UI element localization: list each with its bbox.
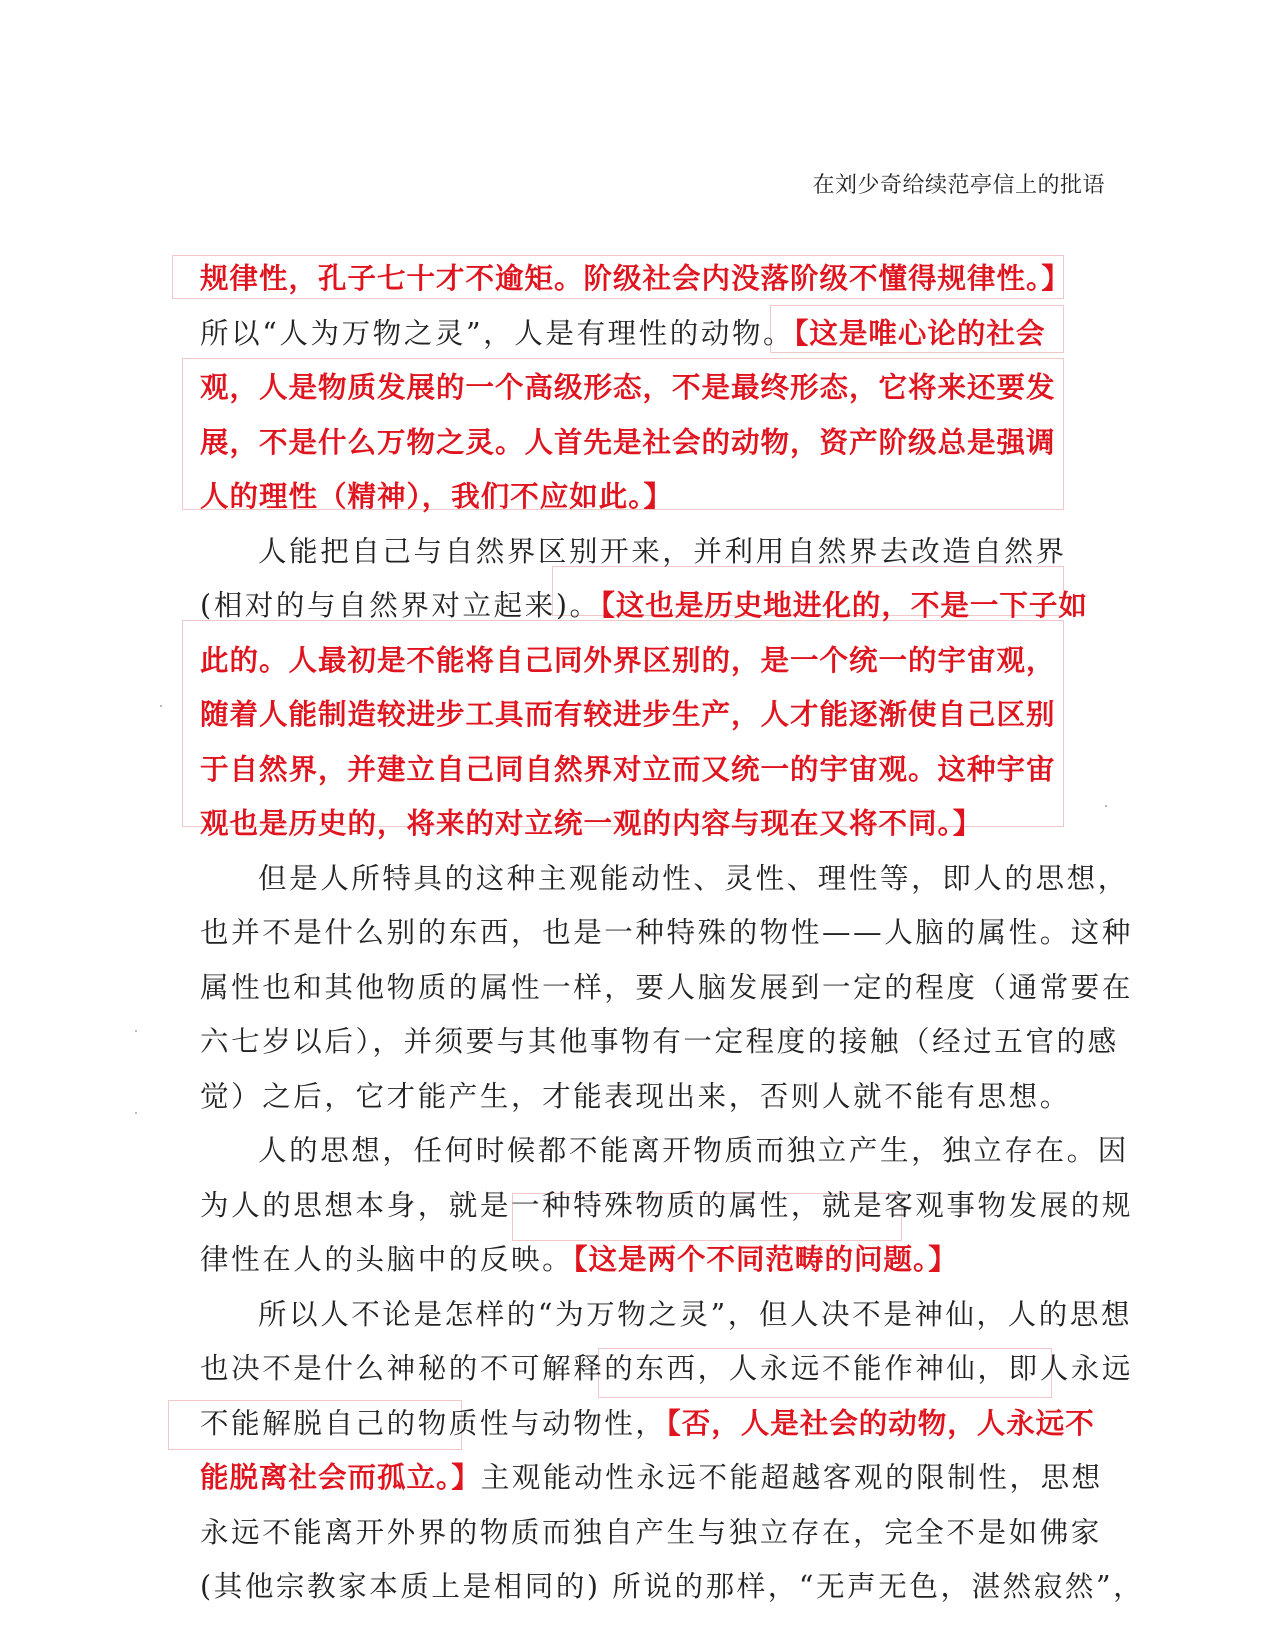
- annotation-text: 【否，人是社会的动物，人永远不: [666, 1406, 1095, 1440]
- annotation-text: 人的理性（精神），我们不应如此。】: [200, 480, 674, 513]
- text-line: [200, 252, 1100, 307]
- body-text: (相对的与自然界对立起来)。: [200, 589, 601, 622]
- body-text: 为人的思想本身，就是一种特殊物质的属性，就是客观事物发展的规: [200, 1188, 1134, 1222]
- text-line: [200, 852, 1129, 907]
- body-text: 但是人所特具的这种主观能动性、灵性、理性等，即人的思想，: [258, 861, 1129, 895]
- annotation-text: 随着人能制造较进步工具而有较进步生产，人才能逐渐使自己区别: [200, 698, 1056, 731]
- annotation-text: 此的。人最初是不能将自己同外界区别的，是一个统一的宇宙观，: [200, 643, 1056, 677]
- body-text: 六七岁以后），并须要与其他事物有一定程度的接触（经过五官的感: [200, 1025, 1119, 1058]
- running-header: 在刘少奇给续范亭信上的批语: [812, 173, 1105, 198]
- annotation-text: 【这是唯心论的社会: [794, 316, 1046, 350]
- body-text: 主观能动性永远不能超越客观的限制性，思想: [480, 1461, 1103, 1494]
- text-line: [200, 961, 1134, 1016]
- annotation-text: 能脱离社会而孤立。】: [200, 1461, 481, 1494]
- text-line: [200, 416, 1100, 471]
- text-line: [200, 525, 1100, 580]
- annotation-text: 【这是两个不同范畴的问题。】: [573, 1243, 958, 1276]
- annotation-text: 规律性，孔子七十才不逾矩。阶级社会内没落阶级不懂得规律性。】: [200, 262, 1071, 295]
- text-line: [200, 1397, 1100, 1452]
- text-line: [200, 579, 1100, 634]
- text-line: [200, 1342, 1134, 1397]
- text-line: [200, 1560, 1145, 1615]
- text-line: [200, 1070, 1100, 1125]
- annotation-text: 于自然界，并建立自己同自然界对立而又统一的宇宙观。这种宇宙: [200, 752, 1056, 786]
- text-line: [200, 307, 1100, 362]
- text-line: [200, 1015, 1119, 1070]
- body-text: (其他宗教家本质上是相同的) 所说的那样，“无声无色，湛然寂然”，: [200, 1570, 1145, 1603]
- body-text: 属性也和其他物质的属性一样，要人脑发展到一定的程度（通常要在: [200, 970, 1134, 1004]
- text-line: [200, 906, 1134, 961]
- text-line: [200, 361, 1100, 416]
- scan-speck: [135, 1030, 137, 1032]
- body-text: 也并不是什么别的东西，也是一种特殊的物性——人脑的属性。这种: [200, 916, 1134, 949]
- body-text: 所以人不论是怎样的“为万物之灵”，但人决不是神仙，人的思想: [258, 1297, 1133, 1331]
- text-line: [200, 1233, 1100, 1288]
- annotation-text: 【这也是历史地进化的，不是一下子如: [600, 589, 1088, 622]
- body-text: 永远不能离开外界的物质而独自产生与独立存在，完全不是如佛家: [200, 1515, 1102, 1549]
- body-text: 所以“人为万物之灵”，人是有理性的动物。: [200, 316, 795, 350]
- annotation-text: 观也是历史的，将来的对立统一观的内容与现在又将不同。】: [200, 807, 983, 840]
- annotation-text: 观，人是物质发展的一个高级形态，不是最终形态，它将来还要发: [200, 371, 1056, 404]
- body-text: 不能解脱自己的物质性与动物性，: [200, 1406, 667, 1440]
- text-line: [200, 1451, 1103, 1506]
- text-line: [200, 743, 1100, 798]
- text-line: [200, 1124, 1129, 1179]
- text-line: [200, 1506, 1100, 1561]
- text-line: [200, 1179, 1134, 1234]
- body-text: 人的思想，任何时候都不能离开物质而独立产生，独立存在。因: [258, 1134, 1129, 1167]
- text-line: [200, 1288, 1133, 1343]
- scan-speck: [1105, 805, 1107, 807]
- scan-speck: [135, 1112, 137, 1114]
- body-text: 人能把自己与自然界区别开来，并利用自然界去改造自然界: [258, 534, 1067, 568]
- body-text: 律性在人的头脑中的反映。: [200, 1243, 574, 1276]
- text-line: [200, 634, 1100, 689]
- page-body: [200, 252, 1145, 1615]
- scan-speck: [160, 705, 162, 707]
- annotation-text: 展，不是什么万物之灵。人首先是社会的动物，资产阶级总是强调: [200, 425, 1056, 459]
- text-line: [200, 470, 1100, 525]
- body-text: 觉）之后，它才能产生，才能表现出来，否则人就不能有思想。: [200, 1079, 1071, 1113]
- body-text: 也决不是什么神秘的不可解释的东西，人永远不能作神仙，即人永远: [200, 1352, 1134, 1385]
- text-line: [200, 688, 1100, 743]
- text-line: [200, 797, 1100, 852]
